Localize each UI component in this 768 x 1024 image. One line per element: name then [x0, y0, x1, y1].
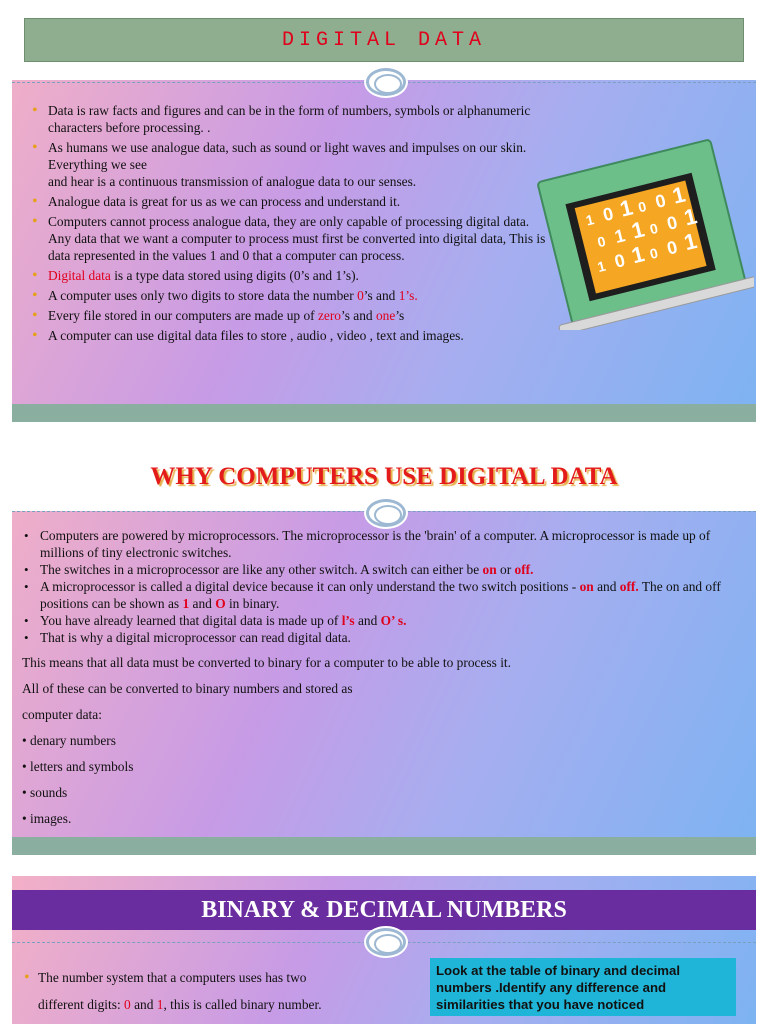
highlight-zero: O — [215, 596, 226, 611]
highlight-one: 1’s. — [398, 288, 418, 303]
slide-why-digital — [12, 443, 756, 855]
list-item: • Computers cannot process analogue data, they are only capable of processing digital data. Any data that we want a computer to process must first be converted into digital data, This is data represented in the values 1 and 0 that a computer can process. — [32, 213, 547, 264]
binary-digit: 0 — [595, 232, 608, 251]
list-item: • Analogue data is great for us as we can process and understand it. — [32, 193, 547, 210]
highlight-on: on — [579, 579, 594, 594]
binary-digit: 1 — [595, 257, 608, 276]
list-item: • Computers are powered by microprocessors. The microprocessor is the 'brain' of a computer. A microprocessor is made up of millions of tiny electronic switches. — [22, 527, 747, 561]
list-item: • Data is raw facts and figures and can be in the form of numbers, symbols or alphanumeric characters before processing. . — [32, 102, 547, 136]
list-item — [32, 307, 547, 324]
list-item: • sounds — [22, 785, 68, 800]
item-text: and hear is a continuous transmission of analogue data to our senses. — [48, 174, 417, 189]
item-text: A computer uses only two digits to store data the number — [48, 288, 358, 303]
slide-title: DIGITAL DATA — [281, 28, 487, 52]
title-box — [24, 18, 744, 62]
list-item — [32, 287, 547, 304]
paragraph: This means that all data must be converted to binary for a computer to be able to process it. — [22, 655, 511, 670]
list-item: • That is why a digital microprocessor can read digital data. — [22, 629, 747, 646]
digital-data-term: Digital data — [48, 268, 111, 283]
list-item: • A computer can use digital data files to store , audio , video , text and images. — [32, 327, 547, 344]
binary-digit: 1 — [584, 211, 596, 229]
binary-digit: 1 — [628, 241, 647, 269]
item-text: and — [354, 613, 381, 628]
laptop-binary-illustration — [534, 130, 754, 330]
highlight-zero: zero — [317, 308, 341, 323]
item-text: Every file stored in our computers are made up of — [48, 308, 318, 323]
binary-digit: 0 — [664, 212, 680, 234]
list-item — [22, 561, 747, 578]
item-text: is a type data stored using digits (0’s and 1’s). — [110, 268, 359, 283]
ring-ornament — [366, 68, 406, 96]
list-item — [32, 267, 547, 284]
binary-digit: 0 — [600, 203, 616, 226]
highlight-off: off. — [514, 562, 534, 577]
item-text: different digits: — [38, 997, 125, 1012]
slide-footer-strip — [12, 404, 756, 422]
bullet-list — [24, 964, 424, 1018]
binary-digit: 1 — [617, 194, 636, 222]
binary-digit: 1 — [681, 203, 700, 231]
item-text: The switches in a microprocessor are like any other switch. A switch can either be — [40, 562, 483, 577]
binary-digit: 1 — [612, 225, 628, 247]
slide-title: BINARY & DECIMAL NUMBERS — [201, 896, 567, 923]
binary-digit: 1 — [628, 216, 647, 244]
paragraph: computer data: — [22, 707, 102, 722]
highlight-one: one — [375, 308, 396, 323]
highlight-one: 1 — [182, 596, 190, 611]
bullet-list — [22, 527, 747, 646]
item-text: As humans we use analogue data, such as sound or light waves and impulses on our skin. Everything we see — [48, 140, 527, 172]
slide-footer-strip — [12, 837, 756, 855]
item-text: ’s and — [341, 308, 376, 323]
highlight-one: 1 — [156, 997, 164, 1012]
binary-digit: 0 — [653, 190, 668, 213]
highlight-off: off. — [619, 579, 639, 594]
binary-digit: 0 — [648, 244, 660, 263]
item-text: The number system that a computers uses has two — [38, 970, 307, 985]
slide-digital-data — [12, 10, 756, 422]
list-item: • images. — [22, 811, 72, 826]
binary-digit: 0 — [648, 219, 660, 238]
highlight-zero: 0 — [357, 288, 364, 303]
item-text: and — [189, 596, 216, 611]
slide-title-bar — [12, 890, 756, 930]
ring-ornament — [366, 928, 406, 956]
highlight-on: on — [482, 562, 497, 577]
ring-ornament — [366, 499, 406, 527]
item-text: or — [496, 562, 515, 577]
list-item: • letters and symbols — [22, 759, 134, 774]
highlight-zero: 0 — [124, 997, 131, 1012]
slide-title: WHY COMPUTERS USE DIGITAL DATA — [150, 463, 618, 490]
instruction-box: Look at the table of binary and decimal numbers .Identify any difference and similarities that you have noticed — [430, 958, 736, 1016]
list-item: • denary numbers — [22, 733, 116, 748]
list-item — [32, 139, 547, 190]
slide-binary-decimal — [12, 876, 756, 1024]
highlight-zero: O’ s. — [380, 613, 407, 628]
item-text: You have already learned that digital data is made up of — [40, 613, 342, 628]
binary-digit: 1 — [669, 181, 688, 209]
item-text: and — [130, 997, 157, 1012]
item-text: in binary. — [225, 596, 280, 611]
item-text: and — [593, 579, 620, 594]
binary-digit: 0 — [612, 249, 628, 272]
item-text: ’s — [395, 308, 405, 323]
binary-digit: 0 — [664, 236, 680, 259]
item-text: The on and off positions can be shown as — [40, 579, 721, 611]
list-item — [22, 578, 747, 612]
list-item — [24, 964, 424, 1018]
item-text: , this is called binary number. — [163, 997, 322, 1012]
bullet-list — [32, 102, 547, 347]
highlight-one: l’s — [341, 613, 355, 628]
list-item — [22, 612, 747, 629]
binary-digit: 0 — [636, 198, 648, 216]
binary-digit: 1 — [681, 228, 700, 256]
paragraph: All of these can be converted to binary numbers and stored as — [22, 681, 353, 696]
item-text: ’s and — [363, 288, 399, 303]
item-text: A microprocessor is called a digital device because it can only understand the two switch positions - — [40, 579, 580, 594]
